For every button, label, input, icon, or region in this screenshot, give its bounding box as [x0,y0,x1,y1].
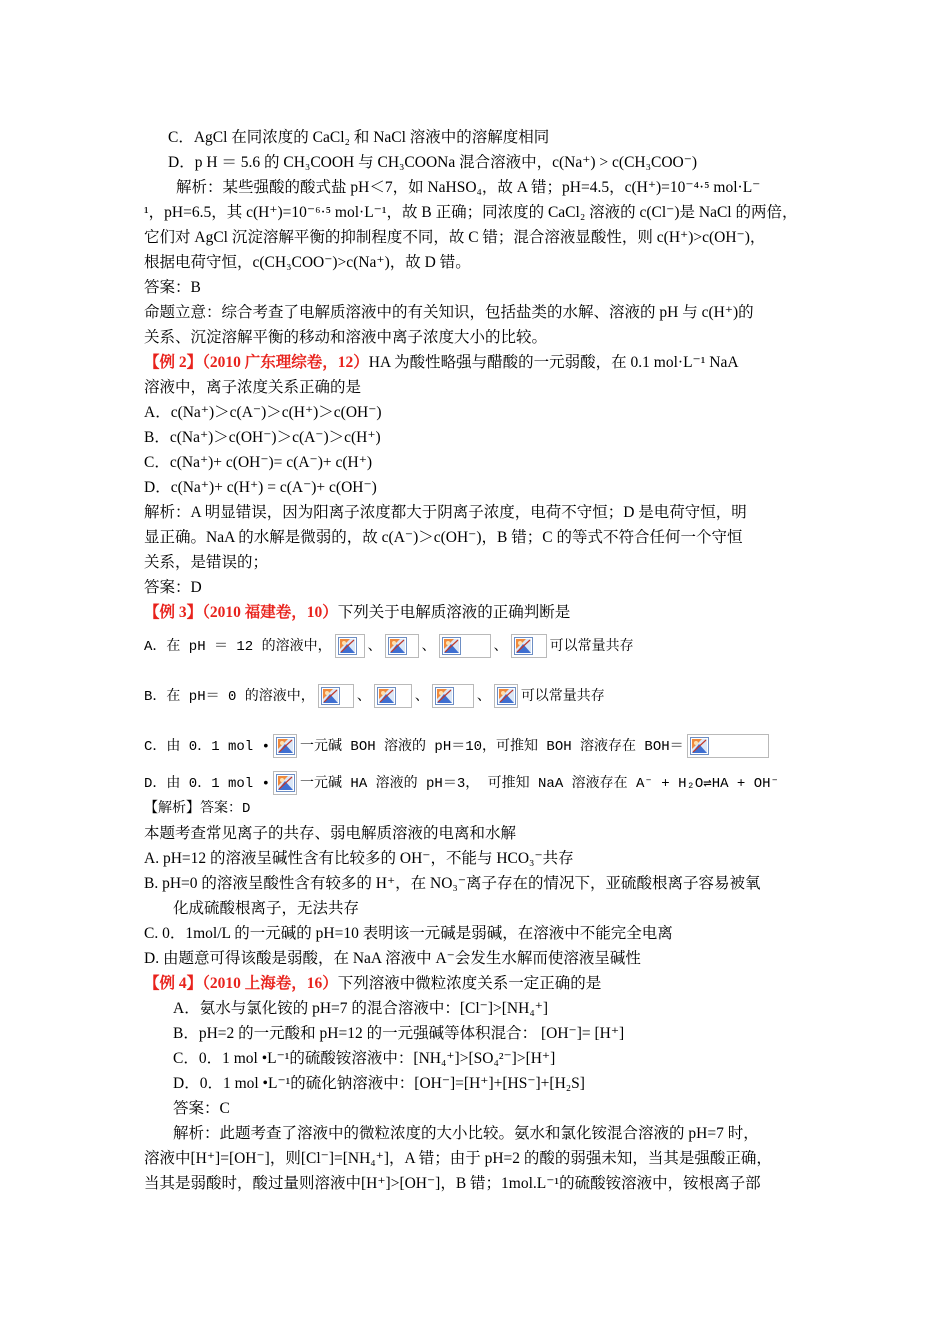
ion-image-2 [385,634,419,658]
broken-image-icon [276,737,295,755]
ion-image-7 [432,684,474,708]
option-a-suffix: 可以常量共存 [549,639,634,655]
example-2-option-c: C．c(Na⁺)+ c(OH⁻)= c(A⁻)+ c(H⁺) [144,454,373,471]
separator: 、 [356,689,371,705]
example-2-option-b: B．c(Na⁺)＞c(OH⁻)＞c(A⁻)＞c(H⁺) [144,429,381,446]
example-3-analysis-b1: B. pH=0 的溶液呈酸性含有较多的 H⁺，在 NO₃⁻离子存在的情况下，亚硫酸根离子容易被氧 [144,875,761,892]
option-d-text: 一元碱 HA 溶液的 pH＝3， 可推知 NaA 溶液存在 A⁻ + H₂O⇌HA + OH⁻ [300,776,779,792]
example-3-text: 下列关于电解质溶液的正确判断是 [337,604,571,621]
example-2-option-d: D．c(Na⁺)+ c(H⁺) = c(A⁻)+ c(OH⁻) [144,479,377,496]
example-2-analysis-3: 关系，是错误的； [144,554,269,571]
example-2-line-2: 溶液中，离子浓度关系正确的是 [144,379,362,396]
example-2-tag: 【例 2】（2010 广东理综卷，12） [144,354,369,371]
intent-line-1: 命题立意：综合考查了电解质溶液中的有关知识，包括盐类的水解、溶液的 pH 与 c(H⁺)的 [144,304,754,321]
broken-image-icon [514,637,533,655]
answer-line: 答案：B [144,279,201,296]
example-3-tag: 【例 3】（2010 福建卷，10） [144,604,338,621]
example-3-option-d [144,771,779,797]
broken-image-icon [690,737,709,755]
example-3-analysis-intro: 本题考查常见离子的共存、弱电解质溶液的电离和水解 [144,825,517,842]
analysis-line-3: 它们对 AgCl 沉淀溶解平衡的抑制程度不同，故 C 错；混合溶液显酸性，则 c(H⁺)>c(OH⁻)， [144,229,766,246]
option-d-line: D．p H ＝ 5.6 的 CH₃COOH 与 CH₃COONa 混合溶液中，c(Na⁺) > c(CH₃COO⁻) [168,154,698,171]
option-b-prefix: B．在 pH＝ 0 的溶液中， [144,689,315,705]
example-3-option-a [144,634,634,660]
example-3-analysis-d: D. 由题意可得该酸是弱酸，在 NaA 溶液中 A⁻会发生水解而使溶液呈碱性 [144,950,641,967]
example-2-analysis-2: 显正确。NaA 的水解是微弱的，故 c(A⁻)＞c(OH⁻)，B 错；C 的等式不符合任何一个守恒 [144,529,743,546]
separator: 、 [476,689,491,705]
example-2-answer: 答案：D [144,579,202,596]
unit-image-2 [273,771,297,795]
broken-image-icon [442,637,461,655]
analysis-line-2: ¹，pH=6.5，其 c(H⁺)=10⁻⁶·⁵ mol·L⁻¹，故 B 正确；同浓度的 CaCl₂ 溶液的 c(Cl⁻)是 NaCl 的两倍， [144,204,798,221]
example-4-analysis-3: 当其是弱酸时，酸过量则溶液中[H⁺]>[OH⁻]，B 错；1mol.L⁻¹的硫酸铵溶液中，铵根离子部 [144,1175,761,1192]
example-4-text: 下列溶液中微粒浓度关系一定正确的是 [337,975,602,992]
intent-line-2: 关系、沉淀溶解平衡的移动和溶液中离子浓度大小的比较。 [144,329,548,346]
ion-image-4 [511,634,547,658]
option-c-line: C．AgCl 在同浓度的 CaCl₂ 和 NaCl 溶液中的溶解度相同 [168,129,550,146]
analysis-line-1: 解析：某些强酸的酸式盐 pH＜7，如 NaHSO₄，故 A 错；pH=4.5，c(H⁺)=10⁻⁴·⁵ mol·L⁻ [176,179,761,196]
example-2-heading [144,353,739,373]
example-3-heading [144,603,570,623]
option-c-prefix: C．由 0．1 mol • [144,739,271,755]
example-3-option-c [144,734,772,760]
ion-image-5 [318,684,354,708]
example-2-analysis-1: 解析：A 明显错误，因为阳离子浓度都大于阴离子浓度，电荷不守恒；D 是电荷守恒，明 [144,504,747,521]
broken-image-icon [497,687,516,705]
option-a-prefix: A．在 pH ＝ 12 的溶液中， [144,639,332,655]
example-4-analysis-1: 解析：此题考查了溶液中的微粒浓度的大小比较。氨水和氯化铵混合溶液的 pH=7 时， [173,1125,759,1142]
example-2-text: HA 为酸性略强与醋酸的一元弱酸，在 0.1 mol·L⁻¹ NaA [368,354,739,371]
example-4-answer: 答案：C [173,1100,230,1117]
separator: 、 [421,639,436,655]
broken-image-icon [435,687,454,705]
broken-image-icon [377,687,396,705]
example-3-answer: 【解析】答案：D [144,801,251,817]
example-4-option-a: A．氨水与氯化铵的 pH=7 的混合溶液中：[Cl⁻]>[NH₄⁺] [173,1000,549,1017]
ion-image-6 [374,684,412,708]
example-4-option-d: D．0．1 mol •L⁻¹的硫化钠溶液中：[OH⁻]=[H⁺]+[HS⁻]+[H₂S] [173,1075,585,1092]
separator: 、 [367,639,382,655]
option-b-suffix: 可以常量共存 [520,689,605,705]
broken-image-icon [338,637,357,655]
example-4-analysis-2: 溶液中[H⁺]=[OH⁻]，则[Cl⁻]=[NH₄⁺]，A 错；由于 pH=2 的酸的弱强未知，当其是强酸正确， [144,1150,772,1167]
separator: 、 [414,689,429,705]
ion-image-1 [335,634,365,658]
example-4-tag: 【例 4】（2010 上海卷，16） [144,975,338,992]
broken-image-icon [321,687,340,705]
example-3-analysis-c: C. 0．1mol/L 的一元碱的 pH=10 表明该一元碱是弱碱，在溶液中不能完全电离 [144,925,673,942]
option-c-text: 一元碱 BOH 溶液的 pH＝10，可推知 BOH 溶液存在 BOH＝ [300,739,684,755]
separator: 、 [493,639,508,655]
broken-image-icon [276,774,295,792]
example-2-option-a: A．c(Na⁺)＞c(A⁻)＞c(H⁺)＞c(OH⁻) [144,404,382,421]
equation-image [687,734,769,758]
broken-image-icon [388,637,407,655]
example-3-analysis-a: A. pH=12 的溶液呈碱性含有比较多的 OH⁻，不能与 HCO₃⁻共存 [144,850,574,867]
example-3-analysis-b2: 化成硫酸根离子，无法共存 [173,900,360,917]
ion-image-3 [439,634,491,658]
example-4-option-c: C．0．1 mol •L⁻¹的硫酸铵溶液中：[NH₄⁺]>[SO₄²⁻]>[H⁺] [173,1050,556,1067]
example-4-heading [144,974,601,994]
analysis-line-4: 根据电荷守恒，c(CH₃COO⁻)>c(Na⁺)，故 D 错。 [144,254,471,271]
option-d-prefix: D．由 0．1 mol • [144,776,271,792]
ion-image-8 [494,684,518,708]
example-3-option-b [144,684,605,710]
example-4-option-b: B．pH=2 的一元酸和 pH=12 的一元强碱等体积混合： [OH⁻]= [H⁺] [173,1025,625,1042]
unit-image-1 [273,734,297,758]
